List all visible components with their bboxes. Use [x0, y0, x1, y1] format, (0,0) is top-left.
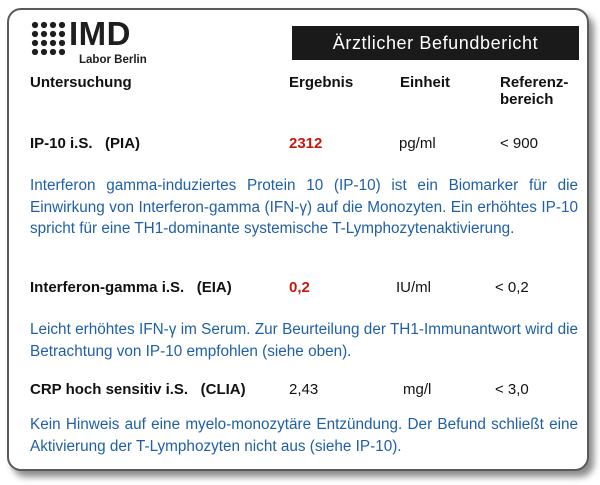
test-result-ifng: 0,2 — [289, 279, 310, 296]
imd-logo — [31, 15, 181, 67]
logo-brand: IMD — [69, 15, 131, 52]
test-unit-ip10: pg/ml — [399, 135, 436, 152]
test-result-crp: 2,43 — [289, 381, 319, 398]
logo-dots-icon — [31, 21, 65, 55]
col-test-header: Untersuchung — [30, 74, 132, 91]
test-name-ip10: IP-10 i.S. (PIA) — [30, 135, 141, 152]
test-reference-ip10: < 900 — [500, 135, 538, 152]
test-description-ip10: Interferon gamma-induziertes Protein 10 (IP-10) ist ein Biomarker für die Einwirkung von Interferon-gamma (IFN-γ) auf die Monozyten. Ein erhöhtes IP-10 spricht für eine TH1-dominante systemische T-Lymphozytenaktivierung. — [30, 177, 578, 237]
test-name-crp: CRP hoch sensitiv i.S. (CLIA) — [30, 381, 246, 398]
col-reference-line2: bereich — [500, 91, 554, 108]
test-reference-ifng: < 0,2 — [495, 279, 529, 296]
col-result-header: Ergebnis — [289, 74, 354, 91]
test-result-ip10: 2312 — [289, 135, 323, 152]
col-unit-header: Einheit — [400, 74, 451, 91]
test-description-ifng: Leicht erhöhtes IFN-γ im Serum. Zur Beurteilung der TH1-Immunantwort wird die Betrachtung von IP-10 empfohlen (siehe oben). — [30, 321, 578, 360]
test-unit-crp: mg/l — [403, 381, 432, 398]
test-name-ifng: Interferon-gamma i.S. (EIA) — [30, 279, 232, 296]
test-description-crp: Kein Hinweis auf eine myelo-monozytäre Entzündung. Der Befund schließt eine Aktivierung der T-Lymphozyten nicht aus (siehe IP-10). — [30, 416, 578, 455]
test-reference-crp: < 3,0 — [495, 381, 529, 398]
logo-subtitle: Labor Berlin — [79, 54, 147, 66]
test-unit-ifng: IU/ml — [396, 279, 431, 296]
col-reference-header — [500, 74, 568, 108]
col-reference-line1: Referenz- — [500, 74, 569, 91]
report-title: Ärztlicher Befundbericht — [292, 26, 579, 60]
report-card — [7, 8, 589, 471]
